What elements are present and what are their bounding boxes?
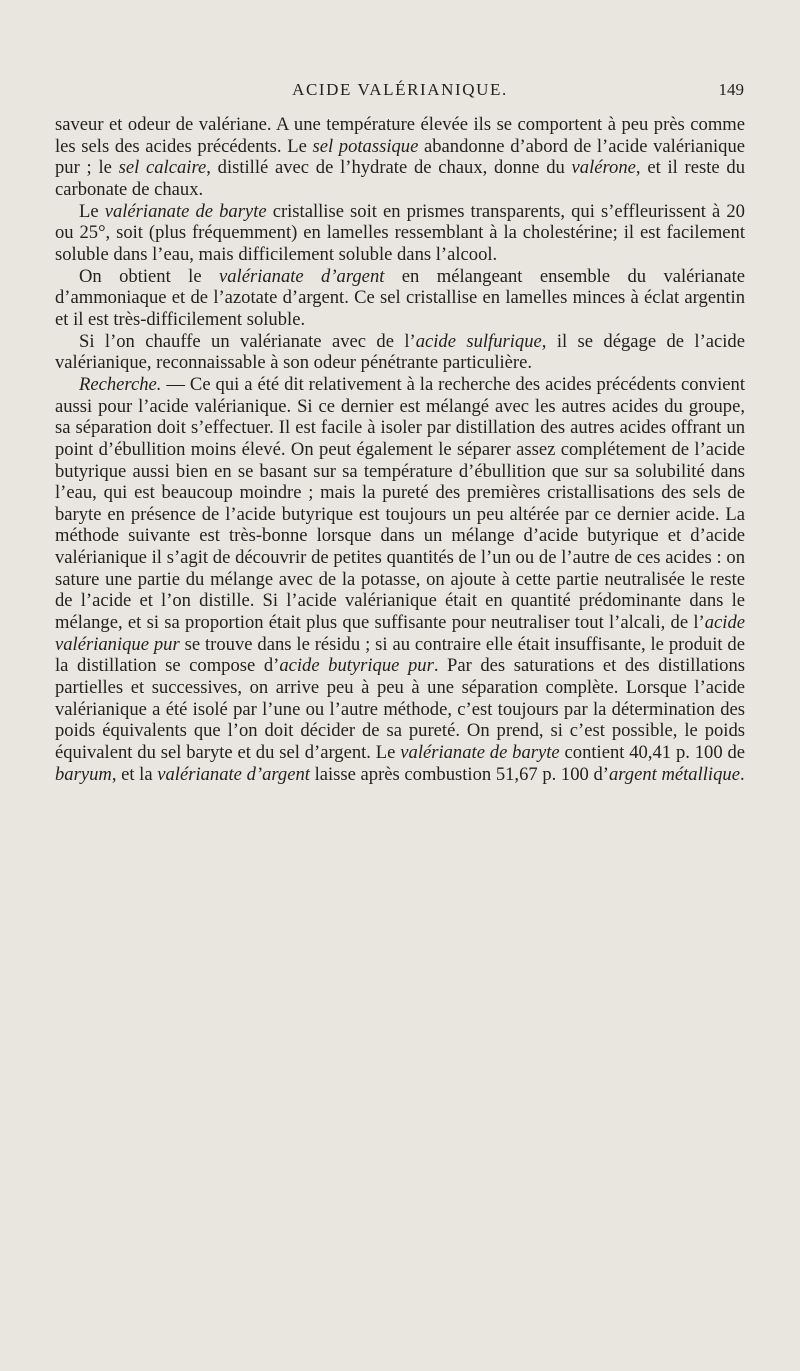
italic-run: valérianate de baryte [400, 742, 560, 764]
paragraph [55, 266, 745, 331]
italic-run: sel calcaire [118, 157, 207, 179]
text-run: abandonne d’abord de l’acide valérianique pur ; le [55, 135, 745, 179]
text-run: cristallise soit en prismes transparents, qui s’effleurissent à 20 ou 25°, soit (plus fréquemment) en lamelles ressemblant à la cholestérine; il est facilement soluble dans l’eau, mais difficilement soluble dans l’alcool. [55, 200, 745, 265]
text-run: laisse après combustion 51,67 p. 100 d’ [309, 763, 609, 785]
italic-run: valérianate d’argent [157, 763, 310, 785]
text-run: — Ce qui a été dit relativement à la recherche des acides précédents convient aussi pour l’acide valérianique. Si ce dernier est mélangé avec les autres acides du groupe, sa séparation doit s’effectuer. Il est facile à isoler par distillation des autres acides offrant un point d’ébullition moins élevé. On peut également le séparer assez complétement de l’acide butyrique aussi bien en se basant sur sa température d’ébullition que sur sa solubilité dans l’eau, qui est beaucoup moindre ; mais la pureté des premières cristallisations des sels de baryte en présence de l’acide butyrique est toujours un peu altérée par ce dernier acide. La méthode suivante est très-bonne lorsque dans un mélange d’acide butyrique et d’acide valérianique il s’agit de découvrir de petites quantités de l’un ou de l’autre de ces acides : on sature une partie du mélange avec de la potasse, on ajoute à cette partie neutralisée le reste de l’acide et l’on distille. Si l’acide valérianique était en quantité prédominante dans le mélange, et si sa proportion était plus que suffisante pour neutraliser tout l’alcali, de l’ [55, 373, 745, 634]
italic-run: acide valérianique pur [55, 612, 745, 655]
page-number: 149 [718, 80, 744, 99]
italic-run: acide butyrique pur [279, 655, 434, 677]
paragraph [55, 114, 745, 201]
running-title: ACIDE VALÉRIANIQUE. [292, 80, 508, 99]
text-run: contient 40,41 p. 100 de [559, 742, 746, 764]
italic-run: baryum [55, 763, 112, 785]
italic-run: acide sulfurique [415, 330, 542, 352]
page-header [0, 80, 800, 106]
italic-run: sel potassique [312, 135, 419, 157]
paragraph [55, 201, 745, 266]
italic-run: Recherche. [79, 373, 162, 395]
italic-run: valérianate de baryte [104, 200, 267, 222]
text-run: se trouve dans le résidu ; si au contraire elle était insuffisante, le produit de la distillation se compose d’ [55, 633, 745, 677]
italic-run: valérone [571, 157, 636, 179]
paragraph [55, 331, 745, 374]
text-run: . [739, 763, 745, 785]
body-text [55, 114, 745, 785]
text-run: On obtient le [79, 265, 219, 287]
text-run: , et la [111, 763, 158, 785]
italic-run: argent métallique [608, 763, 740, 785]
text-run: saveur et odeur de valériane. A une température élevée ils se comportent à peu près comme les sels des acides précédents. Le [55, 114, 745, 157]
text-run: en mélangeant ensemble du valérianate d’ammoniaque et de l’azotate d’argent. Ce sel cristallise en lamelles minces à éclat argentin et il est très-difficilement soluble. [55, 265, 745, 330]
paragraph [55, 374, 745, 785]
text-run: , il se dégage de l’acide valérianique, reconnaissable à son odeur pénétrante particulière. [55, 330, 745, 374]
text-run: . Par des saturations et des distillations partielles et successives, on arrive peu à peu à une séparation complète. Lorsque l’acide valérianique a été isolé par l’une ou l’autre méthode, c’est toujours par la détermination des poids équivalents que l’on doit décider de sa pureté. On prend, si c’est possible, le poids équivalent du sel baryte et du sel d’argent. Le [55, 655, 745, 764]
text-run: , distillé avec de l’hydrate de chaux, donne du [206, 157, 572, 179]
text-run: Le [79, 200, 105, 222]
italic-run: valérianate d’argent [218, 265, 385, 287]
text-run: Si l’on chauffe un valérianate avec de l’ [79, 330, 416, 352]
text-run: , et il reste du carbonate de chaux. [55, 157, 745, 200]
